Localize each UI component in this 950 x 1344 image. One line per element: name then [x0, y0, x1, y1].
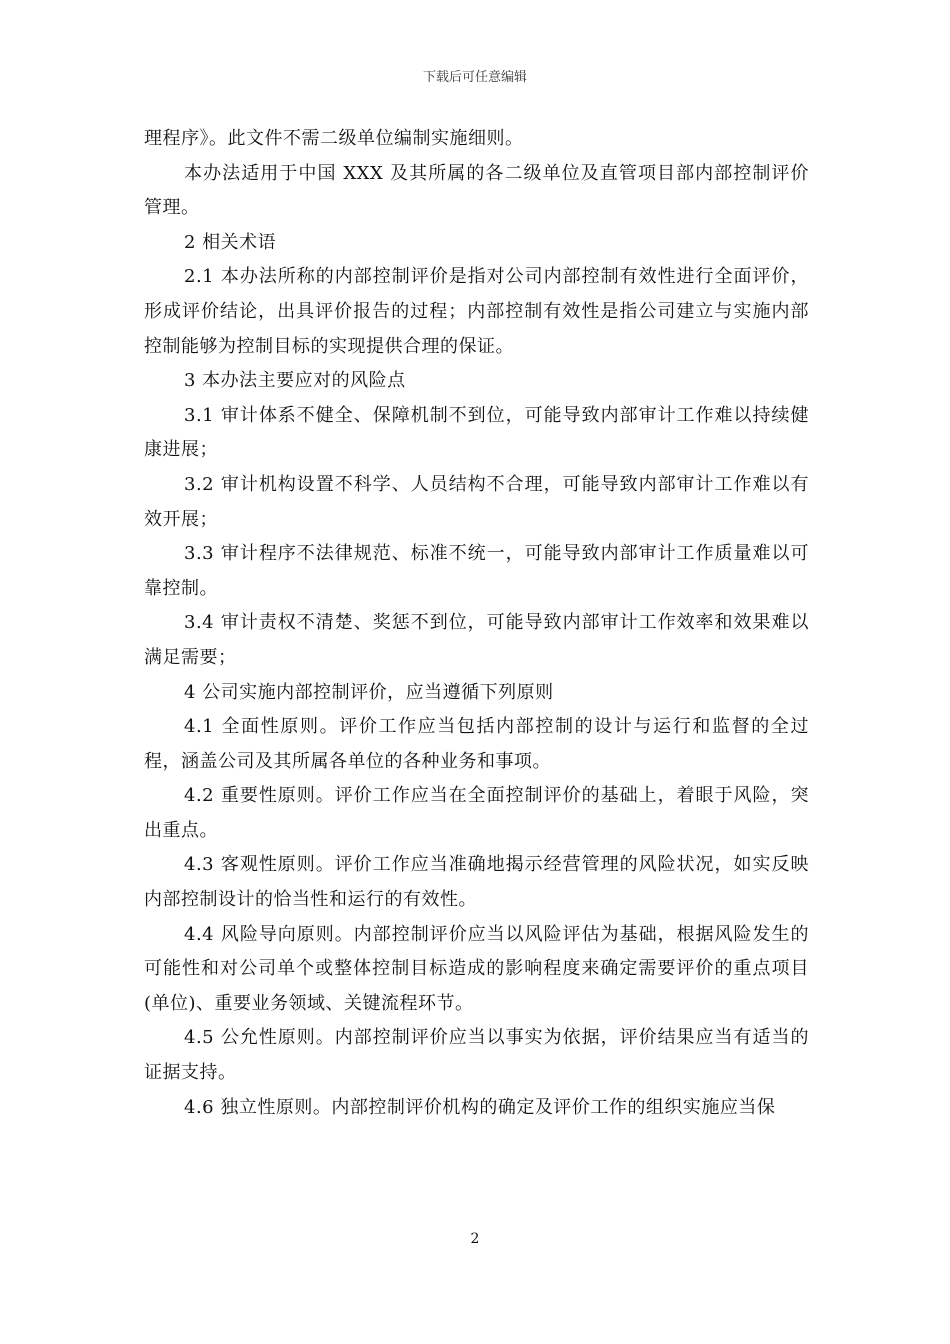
paragraph: 3.2 审计机构设置不科学、人员结构不合理，可能导致内部审计工作难以有效开展；	[144, 473, 809, 530]
paragraph: 4.5 公允性原则。内部控制评价应当以事实为依据，评价结果应当有适当的证据支持。	[144, 1027, 809, 1084]
paragraph: 本办法适用于中国 XXX 及其所属的各二级单位及直管项目部内部控制评价管理。	[144, 162, 809, 219]
paragraph: 4.3 客观性原则。评价工作应当准确地揭示经营管理的风险状况，如实反映内部控制设计的恰当性和运行的有效性。	[144, 854, 809, 911]
section-heading: 3 本办法主要应对的风险点	[184, 370, 406, 392]
document-body	[144, 122, 809, 1125]
section-heading: 4 公司实施内部控制评价，应当遵循下列原则	[184, 681, 554, 703]
paragraph: 4.6 独立性原则。内部控制评价机构的确定及评价工作的组织实施应当保	[184, 1096, 776, 1118]
paragraph: 3.1 审计体系不健全、保障机制不到位，可能导致内部审计工作难以持续健康进展；	[144, 404, 809, 461]
paragraph: 3.3 审计程序不法律规范、标准不统一，可能导致内部审计工作质量难以可靠控制。	[144, 543, 809, 599]
paragraph: 3.4 审计责权不清楚、奖惩不到位，可能导致内部审计工作效率和效果难以满足需要；	[144, 612, 809, 668]
page-header: 下载后可任意编辑	[422, 70, 527, 85]
paragraph: 4.4 风险导向原则。内部控制评价应当以风险评估为基础，根据风险发生的可能性和对公司单个或整体控制目标造成的影响程度来确定需要评价的重点项目(单位)、重要业务领域、关键流程环节。	[144, 923, 809, 1014]
paragraph: 4.1 全面性原则。评价工作应当包括内部控制的设计与运行和监督的全过程，涵盖公司及其所属各单位的各种业务和事项。	[144, 716, 809, 772]
paragraph: 4.2 重要性原则。评价工作应当在全面控制评价的基础上，着眼于风险，突出重点。	[144, 785, 809, 841]
page-number: 2	[470, 1231, 480, 1247]
section-heading: 2 相关术语	[184, 231, 277, 253]
paragraph: 理程序》。此文件不需二级单位编制实施细则。	[144, 128, 524, 149]
paragraph: 2.1 本办法所称的内部控制评价是指对公司内部控制有效性进行全面评价，形成评价结论，出具评价报告的过程；内部控制有效性是指公司建立与实施内部控制能够为控制目标的实现提供合理的保证。	[144, 266, 809, 357]
